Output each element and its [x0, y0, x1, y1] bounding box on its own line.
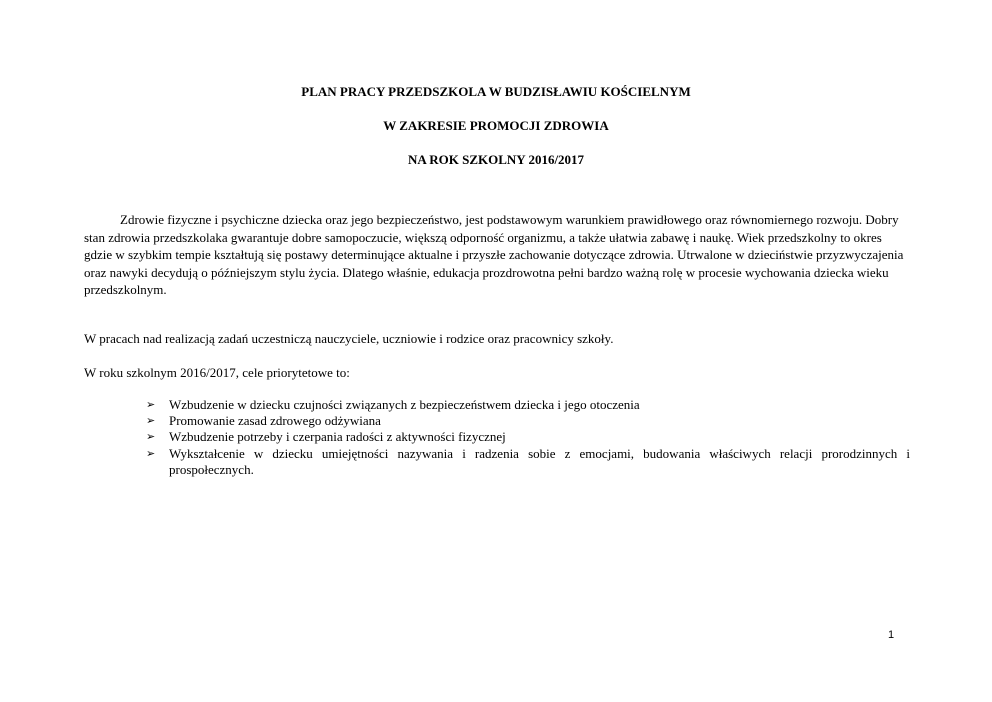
list-item-text: Wzbudzenie w dziecku czujności związanych z bezpieczeństwem dziecka i jego otoczenia — [169, 397, 640, 412]
arrow-bullet-icon: ➢ — [146, 446, 156, 460]
arrow-bullet-icon: ➢ — [146, 398, 156, 411]
list-item — [146, 429, 910, 445]
page-number: 1 — [888, 629, 895, 641]
arrow-bullet-icon: ➢ — [146, 414, 156, 428]
document-title-line-3: NA ROK SZKOLNY 2016/2017 — [407, 152, 585, 167]
intro-paragraph: Zdrowie fizyczne i psychiczne dziecka oraz jego bezpieczeństwo, jest podstawowym warunkiem prawidłowego oraz równomiernego rozwoju. Dobry stan zdrowia przedszkolaka gwarantuje dobre samopoczucie, większą odporność organizmu, a także ułatwia zabawę i naukę. Wiek przedszkolny to okres gdzie w szybkim tempie kształtują się postawy determinujące aktualne i przyszłe zachowanie dotyczące zdrowia. Utrwalone w dzieciństwie przyzwyczajenia oraz nawyki decydują o późniejszym stylu życia. Dlatego właśnie, edukacja prozdrowotna pełni bardzo ważną rolę w procesie wychowania dziecka wieku przedszkolnym. — [84, 212, 904, 298]
list-item — [146, 413, 910, 429]
arrow-bullet-icon: ➢ — [146, 430, 156, 444]
priorities-intro: W roku szkolnym 2016/2017, cele priorytetowe to: — [84, 365, 350, 380]
priority-goals-list — [146, 397, 910, 478]
list-item-text: Wzbudzenie potrzeby i czerpania radości z aktywności fizycznej — [169, 429, 506, 445]
document-title-line-2: W ZAKRESIE PROMOCJI ZDROWIA — [383, 118, 609, 133]
list-item-text: Wykształcenie w dziecku umiejętności nazywania i radzenia sobie z emocjami, budowania właściwych relacji prorodzinnych i prospołecznych. — [169, 445, 910, 477]
list-item — [146, 397, 910, 413]
participants-paragraph: W pracach nad realizacją zadań uczestniczą nauczyciele, uczniowie i rodzice oraz pracownicy szkoły. — [84, 331, 614, 346]
list-item-text: Promowanie zasad zdrowego odżywiana — [169, 413, 381, 429]
document-title-line-1: PLAN PRACY PRZEDSZKOLA W BUDZISŁAWIU KOŚCIELNYM — [301, 84, 691, 99]
list-item — [146, 446, 910, 478]
